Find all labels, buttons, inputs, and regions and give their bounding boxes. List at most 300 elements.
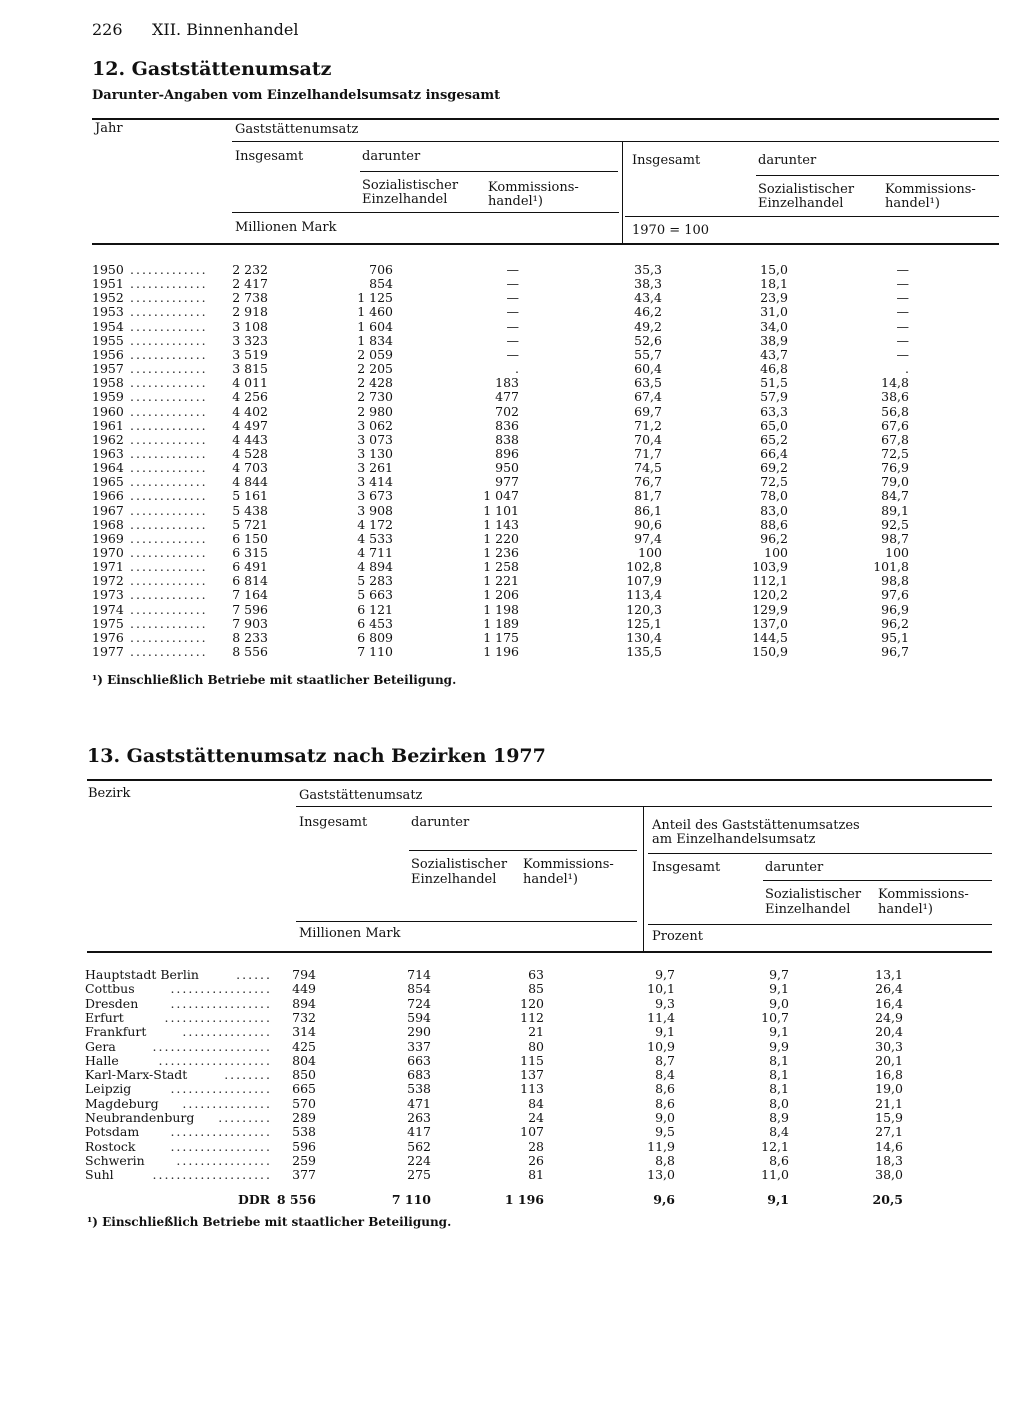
value-cell: 9,7 bbox=[769, 967, 789, 982]
bezirk-cell: Neubrandenburg bbox=[85, 1110, 195, 1125]
bezirk-cell: Potsdam bbox=[85, 1124, 140, 1140]
value-cell: 8,4 bbox=[769, 1124, 789, 1140]
value-cell: 92,5 bbox=[881, 516, 909, 532]
t12-darunter-header: darunter bbox=[362, 149, 421, 164]
value-cell: 275 bbox=[407, 1167, 431, 1183]
value-cell: 83,0 bbox=[760, 502, 788, 518]
year-cell: 1966 bbox=[92, 488, 124, 504]
value-cell: 21,1 bbox=[875, 1095, 903, 1111]
bezirk-cell: Karl-Marx-Stadt bbox=[85, 1067, 188, 1083]
dot-leader: ............. bbox=[130, 304, 208, 320]
value-cell: 5 283 bbox=[357, 573, 393, 589]
value-cell: 950 bbox=[495, 460, 519, 476]
t12-kommissions-header-2: Kommissions- bbox=[885, 182, 976, 197]
value-cell: 112,1 bbox=[752, 573, 788, 589]
year-cell: 1968 bbox=[92, 516, 124, 532]
value-cell: 71,2 bbox=[634, 417, 662, 433]
value-cell: 4 172 bbox=[357, 516, 393, 532]
t12-handel-header-2: handel¹) bbox=[885, 196, 940, 211]
value-cell: 90,6 bbox=[634, 516, 662, 532]
value-cell: 52,6 bbox=[634, 332, 662, 348]
value-cell: 23,9 bbox=[760, 290, 788, 306]
value-cell: 714 bbox=[407, 967, 431, 982]
bezirk-cell: Cottbus bbox=[85, 981, 135, 997]
value-cell: 46,2 bbox=[634, 304, 662, 320]
value-cell: 79,0 bbox=[881, 474, 909, 490]
value-cell: 98,7 bbox=[881, 530, 909, 546]
t13-einzelhandel-header: Einzelhandel bbox=[411, 872, 497, 887]
value-cell: 76,7 bbox=[634, 474, 662, 490]
dot-leader: ............. bbox=[130, 516, 208, 532]
value-cell: 594 bbox=[407, 1009, 431, 1025]
value-cell: 65,0 bbox=[760, 417, 788, 433]
value-cell: 5 663 bbox=[357, 587, 393, 603]
value-cell: 1 125 bbox=[357, 290, 393, 306]
value-cell: 96,2 bbox=[760, 530, 788, 546]
value-cell: 11,0 bbox=[761, 1167, 789, 1183]
value-cell: 24,9 bbox=[875, 1009, 903, 1025]
value-cell: 1 604 bbox=[357, 318, 393, 334]
t13-handel-header-2: handel¹) bbox=[878, 902, 933, 917]
value-cell: 43,4 bbox=[634, 290, 662, 306]
value-cell: 9,1 bbox=[769, 1024, 789, 1040]
value-cell: 854 bbox=[369, 276, 393, 292]
value-cell: 34,0 bbox=[760, 318, 788, 334]
value-cell: 120,2 bbox=[752, 587, 788, 603]
t12-handel-header: handel¹) bbox=[488, 194, 543, 209]
value-cell: 7 903 bbox=[232, 615, 268, 631]
value-cell: 57,9 bbox=[760, 389, 788, 405]
value-cell: 471 bbox=[407, 1095, 431, 1111]
t13-divider bbox=[643, 806, 644, 952]
year-cell: 1958 bbox=[92, 375, 124, 391]
dot-leader: ............. bbox=[130, 431, 208, 447]
value-cell: 3 815 bbox=[232, 361, 268, 377]
t12-gaststaetten-header: Gaststättenumsatz bbox=[235, 122, 359, 137]
value-cell: 2 738 bbox=[232, 290, 268, 306]
t13-handel-header: handel¹) bbox=[523, 872, 578, 887]
value-cell: 896 bbox=[495, 445, 519, 461]
value-cell: 27,1 bbox=[875, 1124, 903, 1140]
dot-leader: ............. bbox=[130, 460, 208, 476]
value-cell: 24 bbox=[528, 1110, 544, 1125]
value-cell: 15,9 bbox=[875, 1110, 903, 1125]
table12-title: 12. Gaststättenumsatz bbox=[92, 58, 332, 80]
value-cell: 12,1 bbox=[761, 1138, 789, 1154]
value-cell: 144,5 bbox=[752, 629, 788, 645]
t13-kommissions-header: Kommissions- bbox=[523, 857, 614, 872]
year-cell: 1977 bbox=[92, 644, 124, 660]
value-cell: 4 703 bbox=[232, 460, 268, 476]
value-cell: 96,7 bbox=[881, 644, 909, 660]
value-cell: 3 261 bbox=[357, 460, 393, 476]
dot-leader: ............... bbox=[182, 1095, 272, 1111]
value-cell: 702 bbox=[495, 403, 519, 419]
value-cell: 6 121 bbox=[357, 601, 393, 617]
year-cell: 1950 bbox=[92, 262, 124, 277]
t13-darunter2-header: darunter bbox=[765, 860, 824, 875]
dot-leader: ................. bbox=[170, 981, 272, 997]
value-cell: 10,7 bbox=[761, 1009, 789, 1025]
year-cell: 1964 bbox=[92, 460, 124, 476]
t13-sozialistischer-header: Sozialistischer bbox=[411, 857, 508, 872]
value-cell: — bbox=[896, 262, 909, 277]
value-cell: 538 bbox=[292, 1124, 316, 1140]
value-cell: 732 bbox=[292, 1009, 316, 1025]
dot-leader: ............. bbox=[130, 573, 208, 589]
year-cell: 1970 bbox=[92, 545, 124, 560]
value-cell: — bbox=[506, 332, 519, 348]
value-cell: 570 bbox=[292, 1095, 316, 1111]
value-cell: — bbox=[896, 346, 909, 362]
value-cell: 794 bbox=[292, 967, 316, 982]
value-cell: 8,1 bbox=[769, 1081, 789, 1097]
value-cell: . bbox=[515, 361, 519, 377]
value-cell: 66,4 bbox=[760, 445, 788, 461]
t13-unit-left: Millionen Mark bbox=[299, 926, 401, 941]
dot-leader: ................. bbox=[170, 1081, 272, 1097]
dot-leader: ................ bbox=[176, 1152, 272, 1168]
value-cell: 69,7 bbox=[634, 403, 662, 419]
value-cell: 9,0 bbox=[655, 1110, 675, 1125]
value-cell: 51,5 bbox=[760, 375, 788, 391]
value-cell: 9,1 bbox=[655, 1024, 675, 1040]
value-cell: 6 814 bbox=[232, 573, 268, 589]
value-cell: 78,0 bbox=[760, 488, 788, 504]
t13-rule-5a bbox=[296, 921, 637, 922]
value-cell: 85 bbox=[528, 981, 544, 997]
value-cell: 850 bbox=[292, 1067, 316, 1083]
value-cell: 8,6 bbox=[655, 1081, 675, 1097]
bezirk-cell: Leipzig bbox=[85, 1081, 132, 1097]
value-cell: 13,0 bbox=[647, 1167, 675, 1183]
dot-leader: ............. bbox=[130, 545, 208, 560]
value-cell: 38,0 bbox=[875, 1167, 903, 1183]
value-cell: 4 844 bbox=[232, 474, 268, 490]
value-cell: 425 bbox=[292, 1038, 316, 1054]
value-cell: 65,2 bbox=[760, 431, 788, 447]
value-cell: 8,6 bbox=[655, 1095, 675, 1111]
dot-leader: ............. bbox=[130, 629, 208, 645]
value-cell: 43,7 bbox=[760, 346, 788, 362]
dot-leader: .................... bbox=[152, 1038, 272, 1054]
chapter-title: XII. Binnenhandel bbox=[152, 20, 299, 39]
t13-rule-4 bbox=[763, 880, 992, 881]
t12-sozialistischer-header: Sozialistischer bbox=[362, 178, 459, 193]
dot-leader: ................... bbox=[158, 1052, 272, 1068]
value-cell: 9,1 bbox=[769, 981, 789, 997]
value-cell: 377 bbox=[292, 1167, 316, 1183]
value-cell: 8 556 bbox=[232, 644, 268, 660]
value-cell: 56,8 bbox=[881, 403, 909, 419]
value-cell: 13,1 bbox=[875, 967, 903, 982]
value-cell: 63 bbox=[528, 967, 544, 982]
value-cell: 97,4 bbox=[634, 530, 662, 546]
value-cell: 150,9 bbox=[752, 644, 788, 660]
value-cell: 103,9 bbox=[752, 559, 788, 575]
year-cell: 1954 bbox=[92, 318, 124, 334]
dot-leader: ............. bbox=[130, 502, 208, 518]
value-cell: 8,8 bbox=[655, 1152, 675, 1168]
value-cell: 1 460 bbox=[357, 304, 393, 320]
value-cell: 14,6 bbox=[875, 1138, 903, 1154]
t12-header-bottom-rule bbox=[92, 243, 999, 245]
year-cell: 1962 bbox=[92, 431, 124, 447]
year-cell: 1972 bbox=[92, 573, 124, 589]
value-cell: 100 bbox=[885, 545, 909, 560]
t13-insgesamt2-header: Insgesamt bbox=[652, 860, 721, 875]
t13-kommissions-header-2: Kommissions- bbox=[878, 887, 969, 902]
value-cell: 26 bbox=[528, 1152, 544, 1168]
value-cell: 120,3 bbox=[626, 601, 662, 617]
t12-einzelhandel-header: Einzelhandel bbox=[362, 192, 448, 207]
value-cell: 11,4 bbox=[647, 1009, 675, 1025]
t12-insgesamt-header-2: Insgesamt bbox=[632, 153, 701, 168]
value-cell: — bbox=[506, 304, 519, 320]
value-cell: 1 101 bbox=[483, 502, 519, 518]
dot-leader: ......... bbox=[218, 1110, 272, 1125]
value-cell: 183 bbox=[495, 375, 519, 391]
value-cell: 562 bbox=[407, 1138, 431, 1154]
value-cell: 9,5 bbox=[655, 1124, 675, 1140]
value-cell: 9,3 bbox=[655, 995, 675, 1011]
value-cell: 67,8 bbox=[881, 431, 909, 447]
year-cell: 1967 bbox=[92, 502, 124, 518]
value-cell: 4 528 bbox=[232, 445, 268, 461]
value-cell: 67,4 bbox=[634, 389, 662, 405]
value-cell: 804 bbox=[292, 1052, 316, 1068]
value-cell: 8,7 bbox=[655, 1052, 675, 1068]
value-cell: 72,5 bbox=[881, 445, 909, 461]
value-cell: 8,6 bbox=[769, 1152, 789, 1168]
bezirk-cell: Frankfurt bbox=[85, 1024, 147, 1040]
dot-leader: ................. bbox=[170, 1138, 272, 1154]
dot-leader: ............. bbox=[130, 276, 208, 292]
value-cell: 137 bbox=[520, 1067, 544, 1083]
value-cell: 663 bbox=[407, 1052, 431, 1068]
dot-leader: ........ bbox=[224, 1067, 272, 1083]
value-cell: 18,1 bbox=[760, 276, 788, 292]
value-cell: 10,9 bbox=[647, 1038, 675, 1054]
year-cell: 1973 bbox=[92, 587, 124, 603]
dot-leader: ...... bbox=[236, 967, 272, 982]
year-cell: 1969 bbox=[92, 530, 124, 546]
value-cell: — bbox=[506, 262, 519, 277]
value-cell: 9,9 bbox=[769, 1038, 789, 1054]
value-cell: 8,4 bbox=[655, 1067, 675, 1083]
year-cell: 1955 bbox=[92, 332, 124, 348]
table13-title: 13. Gaststättenumsatz nach Bezirken 1977 bbox=[87, 745, 546, 767]
value-cell: 46,8 bbox=[760, 361, 788, 377]
t13-bezirk-header: Bezirk bbox=[88, 786, 131, 801]
value-cell: 115 bbox=[520, 1052, 544, 1068]
value-cell: 35,3 bbox=[634, 262, 662, 277]
value-cell: 3 908 bbox=[357, 502, 393, 518]
year-cell: 1956 bbox=[92, 346, 124, 362]
value-cell: 98,8 bbox=[881, 573, 909, 589]
t13-darunter-header: darunter bbox=[411, 815, 470, 830]
value-cell: 4 894 bbox=[357, 559, 393, 575]
dot-leader: ............. bbox=[130, 318, 208, 334]
dot-leader: .................. bbox=[164, 1009, 272, 1025]
t12-jahr-header: Jahr bbox=[95, 121, 123, 136]
value-cell: — bbox=[896, 304, 909, 320]
dot-leader: ............. bbox=[130, 644, 208, 660]
value-cell: 4 011 bbox=[232, 375, 268, 391]
value-cell: 3 673 bbox=[357, 488, 393, 504]
value-cell: 2 730 bbox=[357, 389, 393, 405]
t13-rule-5b bbox=[648, 924, 992, 925]
t12-divider bbox=[622, 141, 623, 243]
value-cell: 263 bbox=[407, 1110, 431, 1125]
value-cell: 2 059 bbox=[357, 346, 393, 362]
value-cell: 477 bbox=[495, 389, 519, 405]
bezirk-cell: Schwerin bbox=[85, 1152, 145, 1168]
t13-anteil-header-1: Anteil des Gaststättenumsatzes bbox=[652, 818, 860, 833]
value-cell: 290 bbox=[407, 1024, 431, 1040]
value-cell: 1 047 bbox=[483, 488, 519, 504]
value-cell: 63,5 bbox=[634, 375, 662, 391]
value-cell: 76,9 bbox=[881, 460, 909, 476]
dot-leader: ............. bbox=[130, 262, 208, 277]
t13-unit-right: Prozent bbox=[652, 929, 703, 944]
value-cell: 836 bbox=[495, 417, 519, 433]
value-cell: 2 918 bbox=[232, 304, 268, 320]
value-cell: 6 453 bbox=[357, 615, 393, 631]
t13-einzelhandel-header-2: Einzelhandel bbox=[765, 902, 851, 917]
value-cell: 135,5 bbox=[626, 644, 662, 660]
value-cell: 38,3 bbox=[634, 276, 662, 292]
value-cell: 137,0 bbox=[752, 615, 788, 631]
value-cell: 9,0 bbox=[769, 995, 789, 1011]
value-cell: 3 130 bbox=[357, 445, 393, 461]
year-cell: 1957 bbox=[92, 361, 124, 377]
value-cell: — bbox=[896, 276, 909, 292]
value-cell: 665 bbox=[292, 1081, 316, 1097]
value-cell: 96,9 bbox=[881, 601, 909, 617]
value-cell: 84,7 bbox=[881, 488, 909, 504]
dot-leader: ............. bbox=[130, 375, 208, 391]
value-cell: 259 bbox=[292, 1152, 316, 1168]
value-cell: 449 bbox=[292, 981, 316, 997]
year-cell: 1975 bbox=[92, 615, 124, 631]
value-cell: 4 711 bbox=[357, 545, 393, 560]
value-cell: 5 161 bbox=[232, 488, 268, 504]
value-cell: 49,2 bbox=[634, 318, 662, 334]
t13-header-bottom-rule bbox=[87, 951, 992, 953]
value-cell: 6 150 bbox=[232, 530, 268, 546]
value-cell: 15,0 bbox=[760, 262, 788, 277]
value-cell: 55,7 bbox=[634, 346, 662, 362]
value-cell: 3 108 bbox=[232, 318, 268, 334]
value-cell: 21 bbox=[528, 1024, 544, 1040]
value-cell: 11,9 bbox=[647, 1138, 675, 1154]
value-cell: 337 bbox=[407, 1038, 431, 1054]
value-cell: 38,9 bbox=[760, 332, 788, 348]
value-cell: 7 596 bbox=[232, 601, 268, 617]
t12-rule-4a bbox=[232, 212, 619, 213]
dot-leader: ............... bbox=[182, 1024, 272, 1040]
table12-footnote: ¹) Einschließlich Betriebe mit staatlicher Beteiligung. bbox=[92, 673, 457, 687]
value-cell: 538 bbox=[407, 1081, 431, 1097]
value-cell: 8 233 bbox=[232, 629, 268, 645]
value-cell: 28 bbox=[528, 1138, 544, 1154]
value-cell: 1 143 bbox=[483, 516, 519, 532]
value-cell: — bbox=[506, 346, 519, 362]
value-cell: 80 bbox=[528, 1038, 544, 1054]
table12-top-rule bbox=[92, 118, 999, 120]
dot-leader: .................... bbox=[152, 1167, 272, 1183]
value-cell: 4 443 bbox=[232, 431, 268, 447]
value-cell: 838 bbox=[495, 431, 519, 447]
value-cell: 3 062 bbox=[357, 417, 393, 433]
t12-rule-3b bbox=[756, 175, 999, 176]
value-cell: — bbox=[506, 318, 519, 334]
page-number: 226 bbox=[92, 20, 123, 39]
value-cell: 18,3 bbox=[875, 1152, 903, 1168]
value-cell: 1 175 bbox=[483, 629, 519, 645]
bezirk-cell: Rostock bbox=[85, 1138, 136, 1154]
value-cell: 7 164 bbox=[232, 587, 268, 603]
t13-insgesamt-header: Insgesamt bbox=[299, 815, 368, 830]
value-cell: 8,1 bbox=[769, 1052, 789, 1068]
dot-leader: ............. bbox=[130, 417, 208, 433]
value-cell: 67,6 bbox=[881, 417, 909, 433]
t12-unit-right: 1970 = 100 bbox=[632, 223, 710, 238]
value-cell: 9,7 bbox=[655, 967, 675, 982]
value-cell: 120 bbox=[520, 995, 544, 1011]
value-cell: 84 bbox=[528, 1095, 544, 1111]
bezirk-cell: Dresden bbox=[85, 995, 139, 1011]
value-cell: 4 256 bbox=[232, 389, 268, 405]
value-cell: 224 bbox=[407, 1152, 431, 1168]
value-cell: 2 232 bbox=[232, 262, 268, 277]
year-cell: 1974 bbox=[92, 601, 124, 617]
table13-top-rule bbox=[87, 779, 992, 781]
dot-leader: ............. bbox=[130, 601, 208, 617]
value-cell: 96,2 bbox=[881, 615, 909, 631]
value-cell: 63,3 bbox=[760, 403, 788, 419]
value-cell: 71,7 bbox=[634, 445, 662, 461]
value-cell: 16,8 bbox=[875, 1067, 903, 1083]
bezirk-cell: DDR bbox=[238, 1192, 271, 1207]
year-cell: 1959 bbox=[92, 389, 124, 405]
value-cell: 9,6 bbox=[653, 1192, 675, 1207]
value-cell: 69,2 bbox=[760, 460, 788, 476]
t12-rule-2 bbox=[232, 141, 999, 142]
value-cell: 4 533 bbox=[357, 530, 393, 546]
value-cell: 6 315 bbox=[232, 545, 268, 560]
t12-rule-3a bbox=[360, 171, 618, 172]
year-cell: 1963 bbox=[92, 445, 124, 461]
bezirk-cell: Suhl bbox=[85, 1167, 114, 1183]
value-cell: 125,1 bbox=[626, 615, 662, 631]
value-cell: 129,9 bbox=[752, 601, 788, 617]
value-cell: 8,0 bbox=[769, 1095, 789, 1111]
dot-leader: ............. bbox=[130, 389, 208, 405]
value-cell: 100 bbox=[764, 545, 788, 560]
value-cell: 314 bbox=[292, 1024, 316, 1040]
value-cell: 854 bbox=[407, 981, 431, 997]
value-cell: 81,7 bbox=[634, 488, 662, 504]
value-cell: 72,5 bbox=[760, 474, 788, 490]
dot-leader: ............. bbox=[130, 290, 208, 306]
value-cell: 417 bbox=[407, 1124, 431, 1140]
year-cell: 1961 bbox=[92, 417, 124, 433]
year-cell: 1976 bbox=[92, 629, 124, 645]
t12-einzelhandel-header-2: Einzelhandel bbox=[758, 196, 844, 211]
dot-leader: ................. bbox=[170, 1124, 272, 1140]
